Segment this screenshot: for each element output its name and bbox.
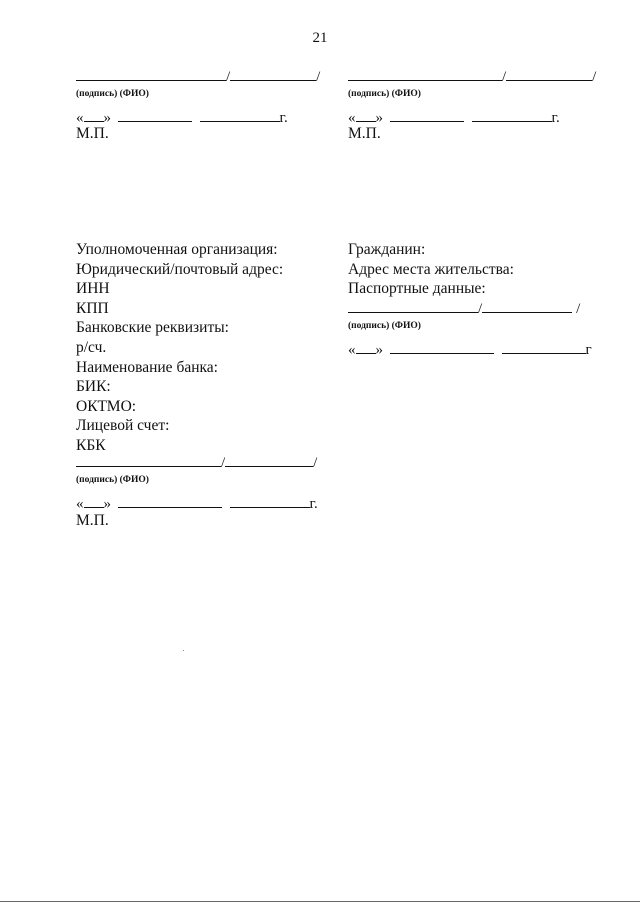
- bank-name-label: Наименование банка:: [76, 358, 218, 376]
- year-field: [502, 339, 586, 354]
- slash: /: [313, 455, 318, 471]
- citizen-title: Гражданин:: [348, 241, 426, 258]
- citizen-details: [348, 240, 514, 299]
- quote-close: »: [375, 342, 383, 358]
- slash: /: [502, 69, 507, 85]
- signature-line: [348, 298, 580, 318]
- page-number: 21: [312, 30, 328, 46]
- signature-field: [76, 452, 221, 467]
- organization-details: [76, 240, 283, 456]
- page-bottom-edge: [0, 901, 640, 902]
- year-field: [472, 107, 552, 122]
- oktmo-label: ОКТМО:: [76, 397, 137, 415]
- org-title: Уполномоченная организация:: [76, 241, 278, 258]
- signature-caption: (подпись) (ФИО): [348, 321, 421, 331]
- month-field: [390, 107, 464, 122]
- slash: /: [221, 455, 226, 471]
- slash: /: [576, 301, 581, 317]
- signature-line: [348, 66, 596, 86]
- kpp-label: КПП: [76, 299, 109, 317]
- quote-close: »: [103, 496, 111, 512]
- signature-caption: (подпись) (ФИО): [348, 89, 421, 99]
- slash: /: [316, 69, 321, 85]
- quote-open: «: [348, 342, 356, 358]
- year-field: [200, 107, 280, 122]
- signature-caption: (подпись) (ФИО): [76, 89, 149, 99]
- day-field: [356, 339, 376, 354]
- name-field: [230, 66, 316, 81]
- name-field: [225, 452, 313, 467]
- quote-close: »: [103, 110, 111, 126]
- bik-label: БИК:: [76, 378, 111, 396]
- signature-field: [348, 66, 502, 81]
- signature-line: [76, 66, 320, 86]
- quote-open: «: [348, 110, 356, 126]
- signature-field: [76, 66, 226, 81]
- name-field: [482, 298, 572, 313]
- month-field: [118, 107, 192, 122]
- year-suffix: г.: [309, 496, 318, 512]
- scan-speck: [183, 650, 184, 651]
- residence-address-label: Адрес места жительства:: [348, 260, 514, 278]
- year-suffix: г.: [551, 110, 560, 126]
- signature-field: [348, 298, 478, 313]
- date-line: [76, 493, 318, 513]
- signature-line: [76, 452, 317, 472]
- month-field: [118, 493, 222, 508]
- signature-caption: (подпись) (ФИО): [76, 475, 149, 485]
- org-address-label: Юридический/почтовый адрес:: [76, 260, 284, 278]
- stamp-label: М.П.: [76, 512, 109, 529]
- day-field: [84, 493, 104, 508]
- slash: /: [226, 69, 231, 85]
- quote-open: «: [76, 110, 84, 126]
- name-field: [506, 66, 592, 81]
- month-field: [390, 339, 494, 354]
- personal-account-label: Лицевой счет:: [76, 417, 170, 435]
- kbk-label: КБК: [76, 436, 106, 454]
- stamp-label: М.П.: [348, 125, 381, 142]
- slash: /: [478, 301, 483, 317]
- date-line: [348, 339, 592, 359]
- passport-label: Паспортные данные:: [348, 280, 486, 298]
- year-suffix: г.: [279, 110, 288, 126]
- quote-open: «: [76, 496, 84, 512]
- inn-label: ИНН: [76, 280, 110, 298]
- account-label: р/сч.: [76, 338, 107, 356]
- stamp-label: М.П.: [76, 125, 109, 142]
- year-field: [230, 493, 310, 508]
- day-field: [84, 107, 104, 122]
- bank-details-label: Банковские реквизиты:: [76, 319, 229, 337]
- day-field: [356, 107, 376, 122]
- year-suffix: г: [585, 342, 592, 358]
- slash: /: [592, 69, 597, 85]
- quote-close: »: [375, 110, 383, 126]
